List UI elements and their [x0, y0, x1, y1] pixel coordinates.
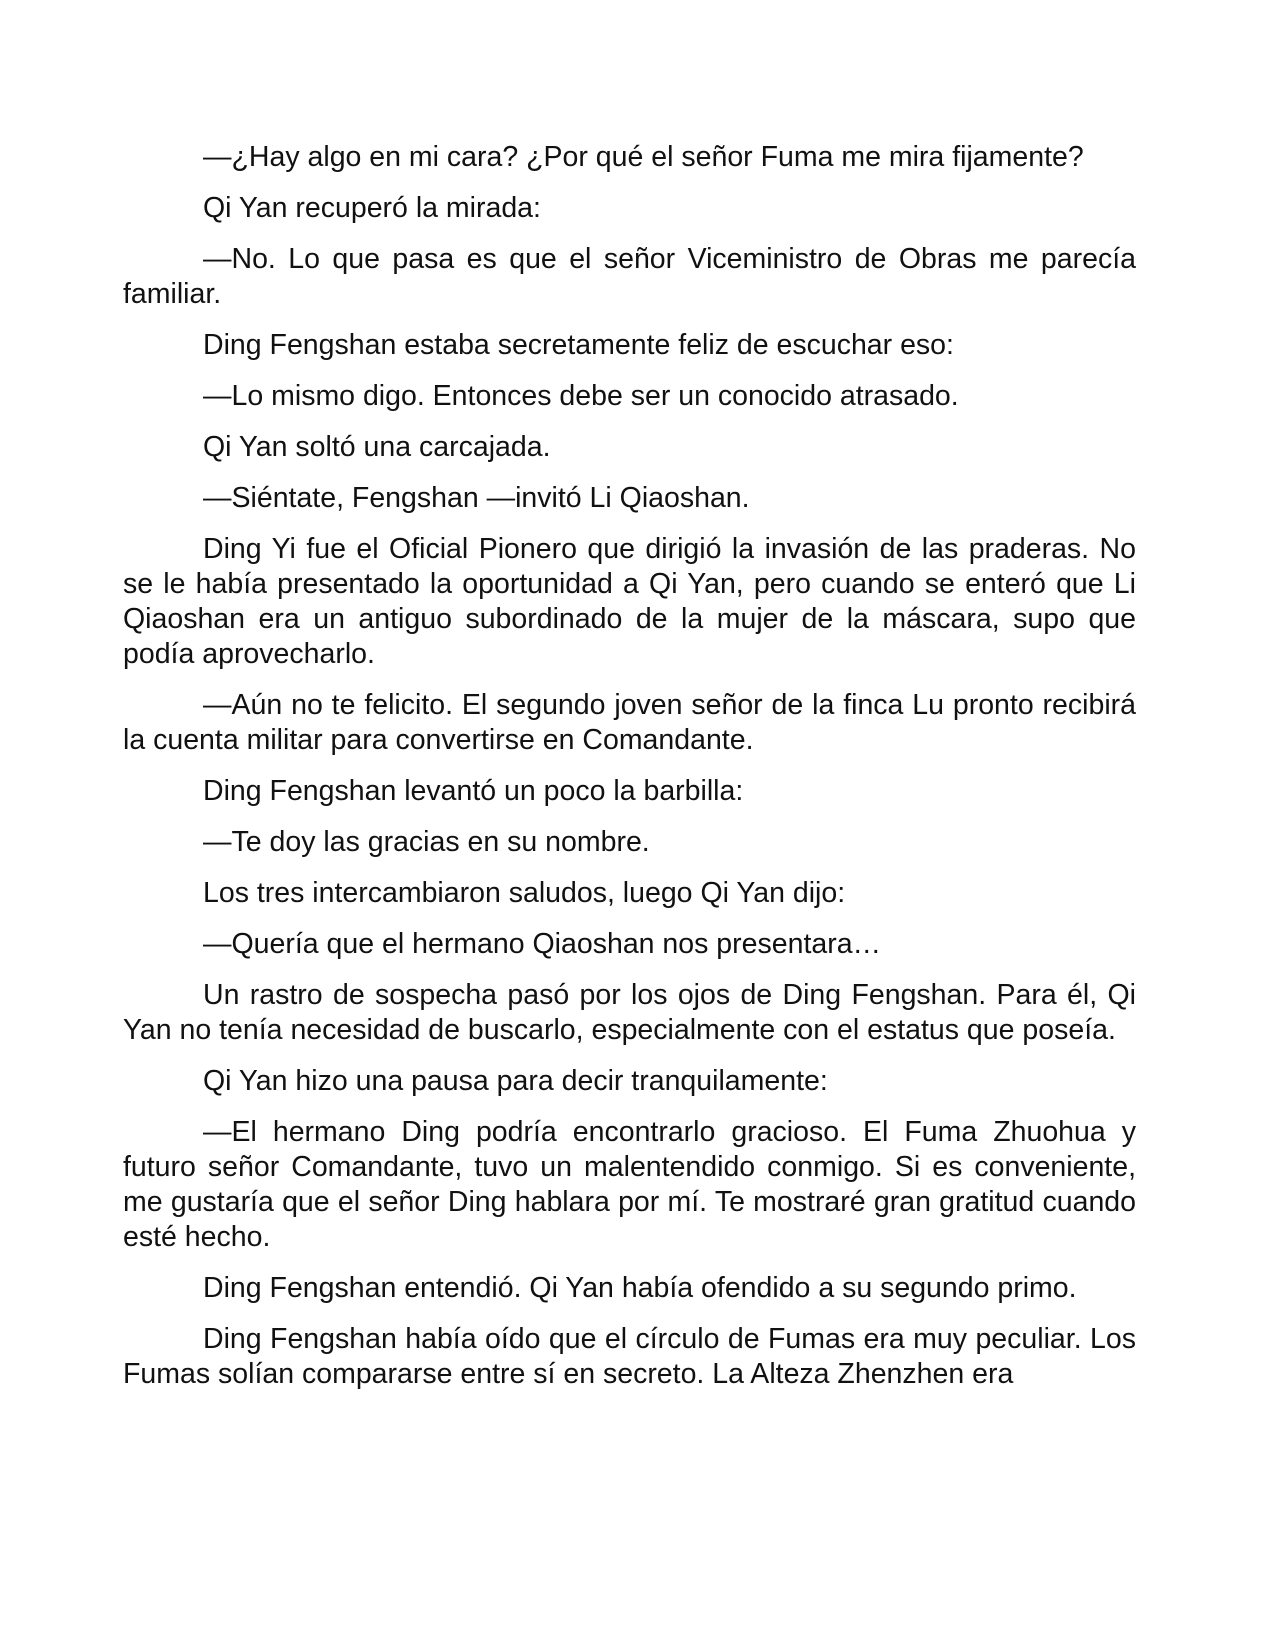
- paragraph: —Lo mismo digo. Entonces debe ser un conocido atrasado.: [203, 380, 959, 412]
- paragraph: Ding Yi fue el Oficial Pionero que dirigió la invasión de las praderas. No se le había presentado la oportunidad a Qi Yan, pero cuando se enteró que Li Qiaoshan era un antiguo subordinado de la mujer de la máscara, supo que podía aprovecharlo.: [123, 533, 1136, 670]
- paragraph: Ding Fengshan levantó un poco la barbilla:: [203, 775, 744, 807]
- paragraph: —Aún no te felicito. El segundo joven señor de la finca Lu pronto recibirá la cuenta militar para convertirse en Comandante.: [123, 689, 1136, 756]
- paragraph: Ding Fengshan había oído que el círculo de Fumas era muy peculiar. Los Fumas solían compararse entre sí en secreto. La Alteza Zhenzhen era: [123, 1323, 1136, 1390]
- document-page: [123, 140, 1136, 1408]
- paragraph: Qi Yan recuperó la mirada:: [203, 192, 541, 224]
- paragraph: Ding Fengshan estaba secretamente feliz de escuchar eso:: [203, 329, 954, 361]
- paragraph: Qi Yan hizo una pausa para decir tranquilamente:: [203, 1065, 828, 1097]
- paragraph: —¿Hay algo en mi cara? ¿Por qué el señor Fuma me mira fijamente?: [203, 141, 1084, 173]
- paragraph: Los tres intercambiaron saludos, luego Qi Yan dijo:: [203, 877, 846, 909]
- paragraph: Ding Fengshan entendió. Qi Yan había ofendido a su segundo primo.: [203, 1272, 1077, 1304]
- paragraph: —No. Lo que pasa es que el señor Viceministro de Obras me parecía familiar.: [123, 243, 1136, 310]
- paragraph: —Siéntate, Fengshan —invitó Li Qiaoshan.: [203, 482, 750, 514]
- paragraph: Qi Yan soltó una carcajada.: [203, 431, 551, 463]
- paragraph: —Te doy las gracias en su nombre.: [203, 826, 650, 858]
- paragraph: —Quería que el hermano Qiaoshan nos presentara…: [203, 928, 882, 960]
- paragraph: —El hermano Ding podría encontrarlo gracioso. El Fuma Zhuohua y futuro señor Comandante, tuvo un malentendido conmigo. Si es conveniente, me gustaría que el señor Ding hablara por mí. Te mostraré gran gratitud cuando esté hecho.: [123, 1116, 1136, 1253]
- paragraph: Un rastro de sospecha pasó por los ojos de Ding Fengshan. Para él, Qi Yan no tenía necesidad de buscarlo, especialmente con el estatus que poseía.: [123, 979, 1136, 1046]
